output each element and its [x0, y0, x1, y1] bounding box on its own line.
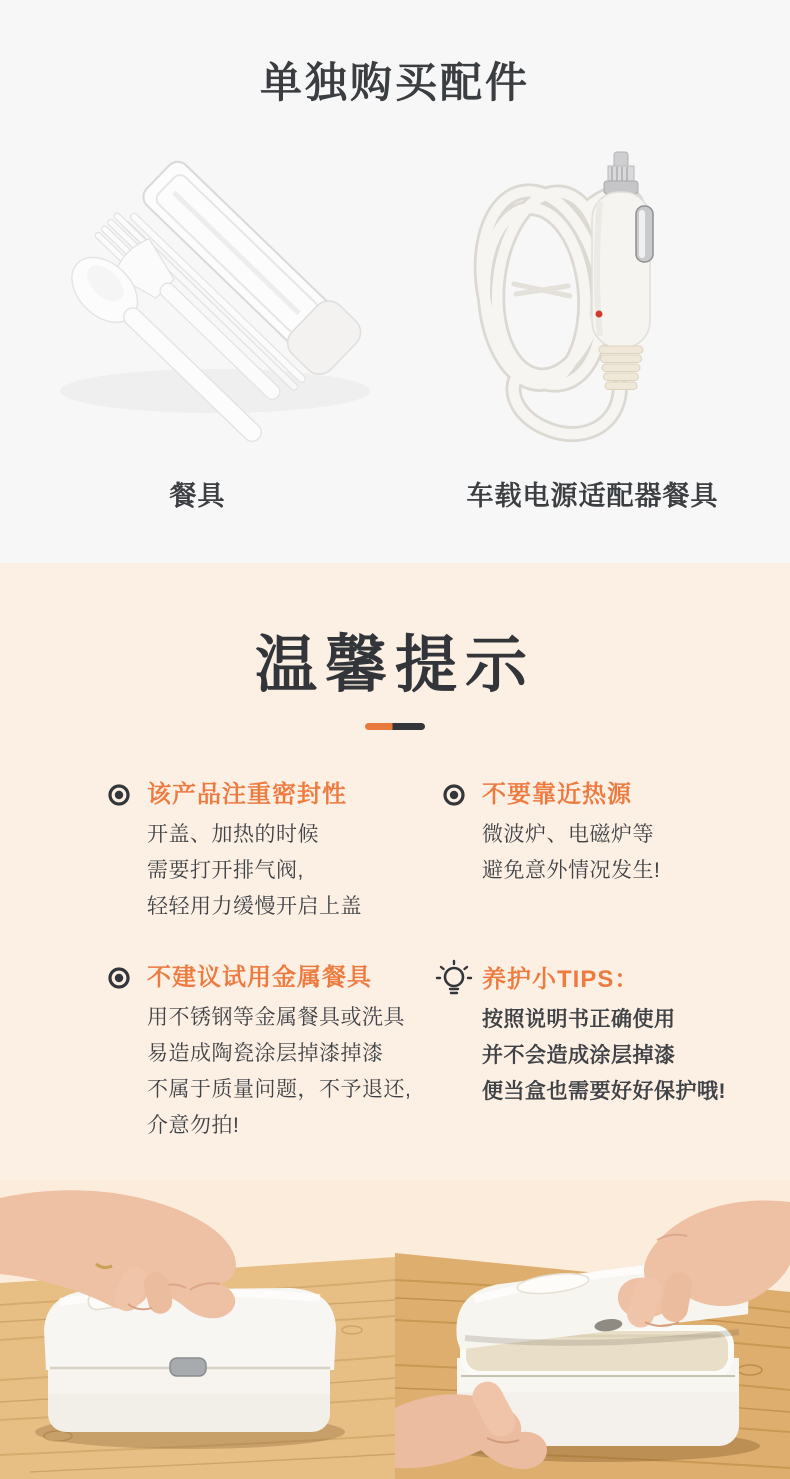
tip-line: 轻轻用力缓慢开启上盖 — [147, 895, 362, 918]
tip-line: 介意勿拍! — [147, 1114, 240, 1137]
tips-title: 温馨提示 — [254, 631, 535, 700]
tip-line: 并不会造成涂层掉漆 — [482, 1044, 676, 1067]
lunchbox-valve-photo — [0, 1180, 395, 1479]
tip-line: 避免意外情况发生! — [482, 859, 661, 882]
car-power-adapter-image — [442, 136, 742, 458]
cutlery-set-label: 餐具 — [169, 481, 226, 511]
tip-metal-cutlery — [105, 963, 447, 1144]
target-bullet-icon — [107, 783, 131, 807]
lunchbox-lid-photo — [395, 1180, 790, 1479]
tip-line: 微波炉、电磁炉等 — [482, 823, 654, 846]
tip-heading: 该产品注重密封性 — [147, 781, 347, 808]
tip-maintenance — [440, 965, 782, 1110]
tip-heading: 不要靠近热源 — [482, 781, 632, 808]
tip-line: 按照说明书正确使用 — [482, 1008, 676, 1031]
demo-photos-section — [0, 1180, 790, 1479]
accessories-section — [0, 0, 790, 563]
tip-heat-source — [440, 780, 782, 889]
lightbulb-icon — [432, 957, 476, 1001]
car-adapter-label: 车载电源适配器餐具 — [466, 481, 719, 511]
photo-open-valve — [0, 1180, 395, 1479]
photo-lift-lid — [395, 1180, 790, 1479]
cutlery-set-icon — [40, 146, 380, 446]
section-title: 单独购买配件 — [259, 59, 530, 106]
target-bullet-icon — [107, 966, 131, 990]
tip-line: 需要打开排气阀, — [147, 859, 304, 882]
target-bullet-icon — [442, 783, 466, 807]
cutlery-set-image — [40, 146, 380, 446]
tip-line: 开盖、加热的时候 — [147, 823, 319, 846]
car-power-adapter-icon — [442, 136, 742, 458]
title-underline-bar — [365, 723, 425, 730]
tip-line: 易造成陶瓷涂层掉漆掉漆 — [147, 1042, 384, 1065]
tip-line: 便当盒也需要好好保护哦! — [482, 1080, 726, 1103]
tip-line: 不属于质量问题，不予退还, — [147, 1078, 412, 1101]
warm-tips-section — [0, 563, 790, 1180]
tip-heading: 养护小TIPS： — [482, 966, 640, 993]
tip-line: 用不锈钢等金属餐具或洗具 — [147, 1006, 405, 1029]
tip-heading: 不建议试用金属餐具 — [147, 964, 372, 991]
tip-sealing — [105, 780, 447, 925]
